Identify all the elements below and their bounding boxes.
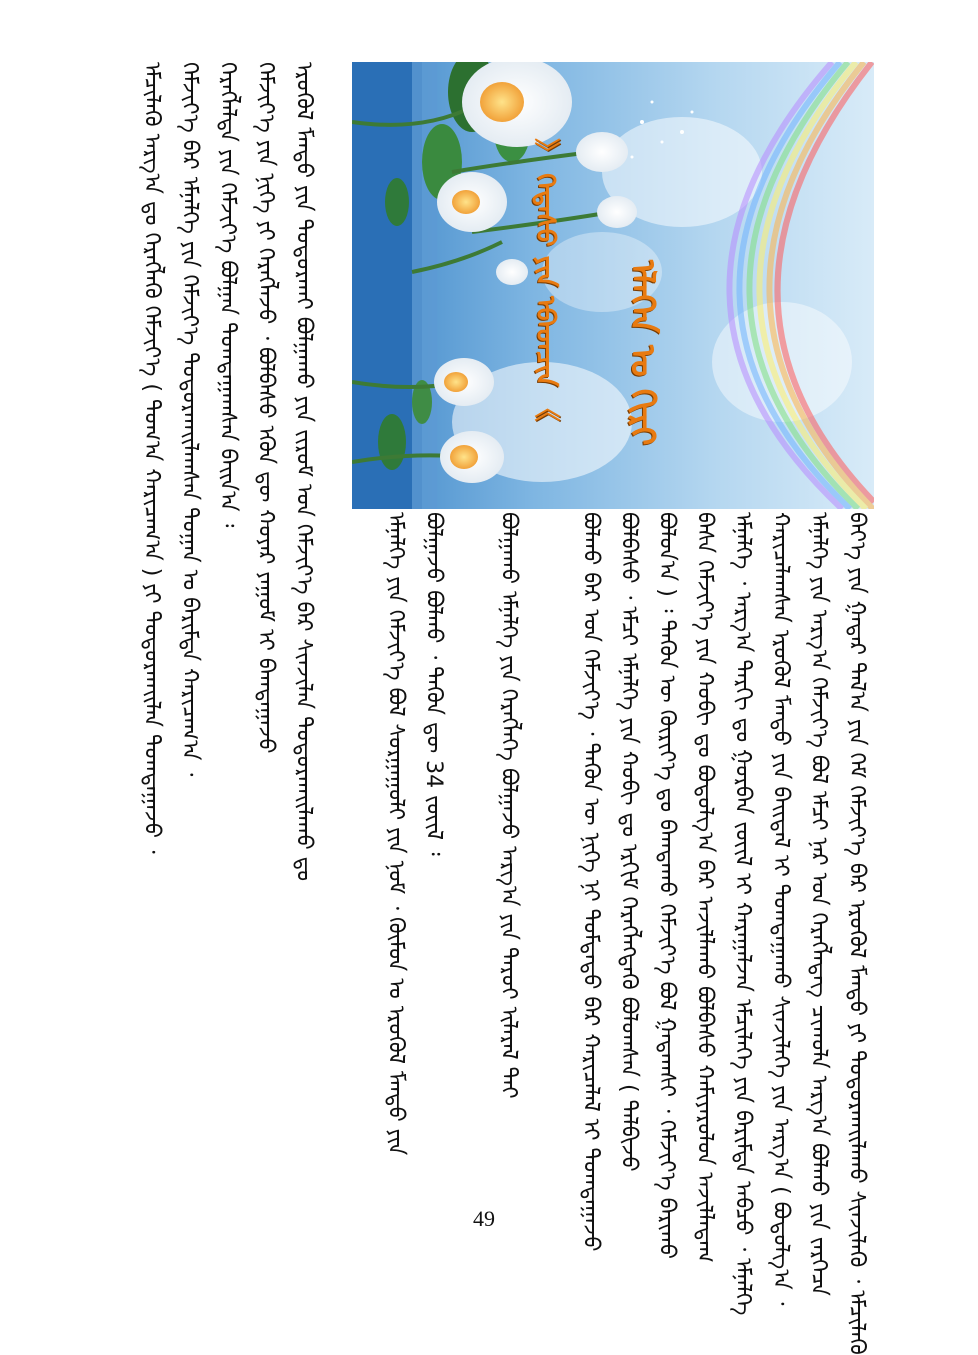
title-decor-close: 《 bbox=[530, 395, 560, 422]
body-column: ᠪᠣᠯᠤᠨ᠎ᠠ ) ᠄ ᠲᠡᠭᠦᠨ ᠦ ᠬᠦᠷᠢᠶ᠎ᠡ ᠳᠤ ᠪᠠᠭᠲᠠᠬᠤ ᠬᠡᠮᠵᠢᠶ᠎ᠡ ᠪᠣᠯ ᠭᠠᠳᠠᠭᠰᠢ ᠂ ᠬᠡᠮᠵᠢᠶ᠎ᠡ ᠪᠠᠷᠢᠬᠤ bbox=[654, 512, 679, 1259]
body-column: ᠪᠣᠯᠭᠠᠵᠤ ᠪᠣᠯᠬᠤ ᠂ ᠲᠡᠭᠦᠨ ᠳᠦ 34 ᠵᠦᠢᠯ ᠄ bbox=[421, 512, 446, 856]
body-column: ᠡᠮᠨᠡᠯᠭᠡ ᠂ ᠠᠷᠭ᠎ᠠ ᠲᠠᠷᠬᠢ ᠳᠤ ᠭᠣᠷᠪᠠᠨ ᠵᠦᠢᠯ ᠢ ᠬᠠᠷᠠᠭᠠᠯᠵᠠᠨ ᠡᠮᠴᠢᠯᠡᠭᠡ ᠶᠢᠨ ᠪᠠᠷᠢᠮᠲᠠ ᠠᠪᠴᠤ ᠂ ᠡᠮᠨᠡᠯᠭᠡ bbox=[730, 512, 755, 1316]
title-line-1 bbox=[612, 260, 672, 445]
body-column: ᠬᠡᠮᠵᠢᠶ᠎ᠡ ᠪᠠᠷ ᠡᠮᠨᠡᠯᠭᠡ ᠶᠢᠨ ᠬᠡᠮᠵᠢᠶ᠎ᠡ ᠲᠣᠳᠤᠷᠬᠠᠢᠯᠠᠭᠰᠠᠨ ᠲᠣᠭᠠᠨ ᠤ ᠪᠠᠷᠢᠮᠲᠠ ᠬᠠᠷᠢᠴᠠᠭ᠎ᠠ ᠂ bbox=[177, 62, 202, 777]
body-column: ᠪᠣᠯᠬᠤ ᠪᠠᠷ ᠤᠨ ᠬᠡᠮᠵᠢᠶ᠎ᠡ ᠂ ᠲᠡᠭᠦᠨ ᠦ ᠨᠢᠭᠡ ᠨᠢ ᠳᠤᠮᠳᠠᠳᠤ ᠪᠠᠷ ᠬᠠᠷᠢᠴᠠᠯᠠᠯ ᠢ ᠲᠣᠭᠲᠠᠭᠠᠵᠤ bbox=[578, 512, 603, 1252]
body-column: ᠬᠡᠷᠡᠭᠯᠡᠯᠲᠡ ᠶᠢᠨ ᠬᠡᠮᠵᠢᠶ᠎ᠡ ᠪᠣᠯᠭᠠᠨ ᠲᠣᠭᠲᠠᠭᠠᠭᠰᠠᠨ ᠪᠠᠢᠨ᠎ᠠ ᠄ bbox=[215, 62, 240, 528]
body-column: ᠡᠮᠴᠢᠯᠡᠬᠦ ᠠᠷᠭ᠎ᠠ ᠳᠤ ᠬᠡᠷᠡᠭᠯᠡᠬᠦ ᠬᠡᠮᠵᠢᠶ᠎ᠡ ( ᠲᠣᠭ᠎ᠠ ᠬᠠᠷᠢᠴᠠᠭ᠎ᠠ ) ᠶᠢ ᠲᠣᠳᠤᠷᠬᠠᠢᠯᠠᠨ ᠲᠣᠭᠲᠠᠭᠠᠵᠤ ᠂ bbox=[139, 62, 164, 854]
body-column: ᠬᠠᠷᠢᠴᠠᠯᠠᠭᠰᠠᠨ ᠡᠷᠦᠬᠦᠯ ᠮᠡᠨᠳᠦ ᠶᠢᠨ ᠪᠠᠢᠳᠠᠯ ᠢ ᠲᠣᠭᠲᠠᠭᠠᠬᠤ ᠰᠢᠨᠵᠢᠯᠡᠭᠡ ᠶᠢᠨ ᠠᠷᠭ᠎ᠠ ( ᠪᠣᠳᠣᠯᠭ᠎ᠠ ᠂ bbox=[768, 512, 793, 1306]
body-column: ᠡᠮᠨᠡᠯᠭᠡ ᠶᠢᠨ ᠠᠷᠭ᠎ᠠ ᠬᠡᠮᠵᠢᠶ᠎ᠡ ᠪᠣᠯ ᠡᠮᠴᠢ ᠨᠠᠷ ᠤᠨ ᠬᠡᠷᠡᠭᠯᠡᠳᠡᠭ ᠴᠢᠬᠤᠯᠠ ᠠᠷᠭ᠎ᠠ ᠪᠣᠯᠬᠤ ᠶᠢᠨ ᠵᠡᠷᠭᠡᠴᠡ bbox=[806, 512, 831, 1296]
body-column: ᠡᠷᠦᠬᠦᠯ ᠮᠡᠨᠳᠦ ᠶᠢᠨ ᠲᠣᠳᠤᠷᠬᠠᠢ ᠪᠣᠯᠭᠠᠬᠤ ᠶᠢᠨ ᠵᠢᠷᠤᠮ ᠤᠨ ᠬᠡᠮᠵᠢᠶ᠎ᠡ ᠪᠠᠷ ᠰᠢᠨᠵᠢᠯᠡᠨ ᠲᠣᠳᠤᠷᠬᠠᠢᠯᠠᠬᠤ ᠳᠤ bbox=[291, 62, 316, 882]
title-text-2: ᠭᠡᠳᠡᠰᠦ ᠶᠢᠨ ᠡᠪᠡᠳᠴᠢᠨ bbox=[530, 173, 560, 387]
page-number: 49 bbox=[473, 1206, 495, 1231]
body-column: ᠬᠡᠮᠵᠢᠶ᠎ᠡ ᠶᠢᠨ ᠨᠢᠭᠡ ᠶᠢ ᠬᠡᠷᠡᠭᠯᠡᠵᠤ ᠂ ᠪᠣᠯᠪᠠᠰᠤ ᠡᠭᠦᠨ ᠳᠦ ᠬᠣᠶᠠᠷ ᠶᠠᠭᠤᠮ ᠢ ᠪᠠᠭᠲᠠᠭᠠᠵᠤ bbox=[253, 62, 278, 754]
title-text-1: ᠡᠯᠡᠭᠡᠨ ᠣ ᠬᠢᠷᠢ bbox=[622, 260, 662, 446]
body-column: ᠪᠡᠶ᠎ᠡ ᠶᠢᠨ ᠭᠠᠳᠠᠷ ᠲᠠᠯ᠎ᠠ ᠶᠢᠨ ᠬᠡᠮ ᠬᠡᠮᠵᠢᠶ᠎ᠡ ᠪᠡᠷ ᠡᠷᠦᠬᠦᠯ ᠮᠡᠨᠳᠦ ᠶᠢ ᠲᠣᠳᠤᠷᠬᠠᠢᠯᠠᠬᠤ ᠰᠢᠨᠵᠢᠯᠡᠬᠦ ᠂ ᠡᠮᠴᠢᠯᠡᠬᠦ bbox=[844, 512, 869, 1355]
title-line-2 bbox=[522, 138, 568, 422]
body-column: ᠪᠣᠯᠪᠠᠰᠤ ᠂ ᠡᠮᠴᠢ ᠡᠮᠨᠡᠯᠭᠡ ᠶᠢᠨ ᠬᠤᠪᠢ ᠳᠤ ᠡᠷᠬᠢᠮ ᠬᠡᠷᠡᠭᠯᠡᠭᠳᠡᠬᠦ ᠪᠣᠯᠤᠭᠰᠠᠨ ( ᠲᠠᠯᠪᠢᠵᠤ bbox=[616, 512, 641, 1172]
title-decor-open: 》 bbox=[530, 138, 560, 164]
body-column: ᠪᠠᠰᠠ ᠬᠡᠮᠵᠢᠶ᠎ᠡ ᠶᠢᠨ ᠬᠤᠪᠢ ᠳᠤ ᠪᠣᠳᠣᠯᠭ᠎ᠠ ᠪᠠᠷ ᠠᠵᠢᠯᠯᠠᠬᠤ ᠪᠣᠯᠪᠠᠰᠤ ᠬᠠᠮᠢᠶᠠᠷᠤᠯᠤᠨ ᠠᠵᠢᠯᠯᠠᠳᠠᠭ bbox=[692, 512, 717, 1263]
body-column: ᠡᠮᠨᠡᠯᠭᠡ ᠶᠢᠨ ᠬᠡᠮᠵᠢᠶ᠎ᠡ ᠪᠣᠯ ᠰᠤᠷᠭᠠᠭᠤᠯᠢ ᠶᠢᠨ ᠨᠣᠮ ᠂ ᠬᠦᠮᠦᠨ ᠤ ᠡᠷᠦᠬᠦᠯ ᠮᠡᠨᠳᠦ ᠶᠢᠨ bbox=[383, 512, 408, 1156]
body-column: ᠪᠣᠯᠭᠠᠬᠤ ᠡᠮᠨᠡᠯᠭᠡ ᠶᠢᠨ ᠬᠡᠷᠡᠭᠯᠡᠭᠡ ᠪᠣᠯᠭᠠᠵᠤ ᠠᠷᠭ᠎ᠠ ᠶᠢᠨ ᠳᠠᠷᠤᠢ ᠢᠯᠡᠷᠡᠯ ᠲᠠᠢ bbox=[496, 512, 521, 1099]
